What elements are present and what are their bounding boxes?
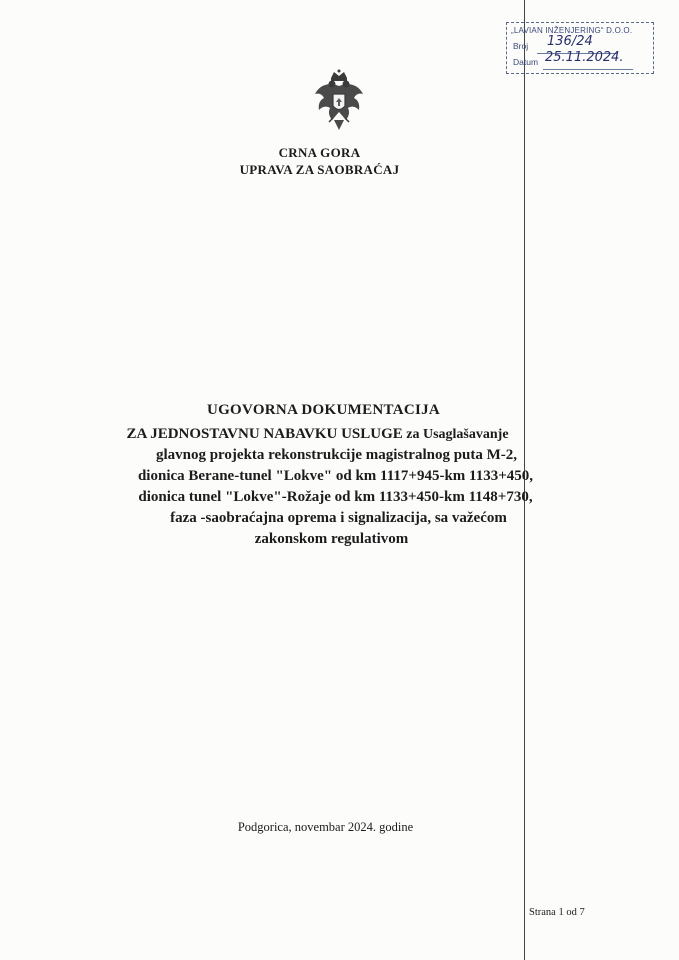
header-authority: UPRAVA ZA SAOBRAĆAJ [239, 162, 400, 177]
title-line-3: dionica Berane-tunel "Lokve" od km 1117+945-km 1133+450, [137, 468, 534, 484]
registration-stamp [506, 22, 654, 74]
stamp-datum-label: Datum [513, 57, 539, 67]
title-line-4: dionica tunel "Lokve"-Rožaje od km 1133+450-km 1148+730, [138, 489, 533, 505]
title-line-5: faza -saobraćajna oprema i signalizacija, sa važećom [170, 510, 507, 526]
title-line-1-prefix: ZA JEDNOSTAVNU NABAVKU USLUGE [126, 426, 403, 442]
stamp-company-name: „LAVIAN INŽENJERING“ D.O.O. [511, 26, 633, 35]
page-number: Strana 1 od 7 [529, 907, 585, 918]
title-line-1 [0, 424, 657, 445]
stamp-datum-value: 25.11.2024. [545, 50, 624, 65]
stamp-datum-underline [543, 69, 633, 70]
document-title: UGOVORNA DOKUMENTACIJA [206, 402, 441, 418]
title-line-2: glavnog projekta rekonstrukcije magistralnog puta M-2, [155, 447, 518, 463]
title-line-6: zakonskom regulativom [254, 531, 409, 547]
title-line-1-suffix: za Usaglašavanje [402, 427, 509, 442]
header-country: CRNA GORA [278, 145, 361, 160]
stamp-broj-value: 136/24 [547, 34, 593, 49]
stamp-broj-label: Broj [513, 41, 529, 51]
coat-of-arms-icon [312, 68, 366, 136]
place-and-date: Podgorica, novembar 2024. godine [237, 820, 414, 834]
